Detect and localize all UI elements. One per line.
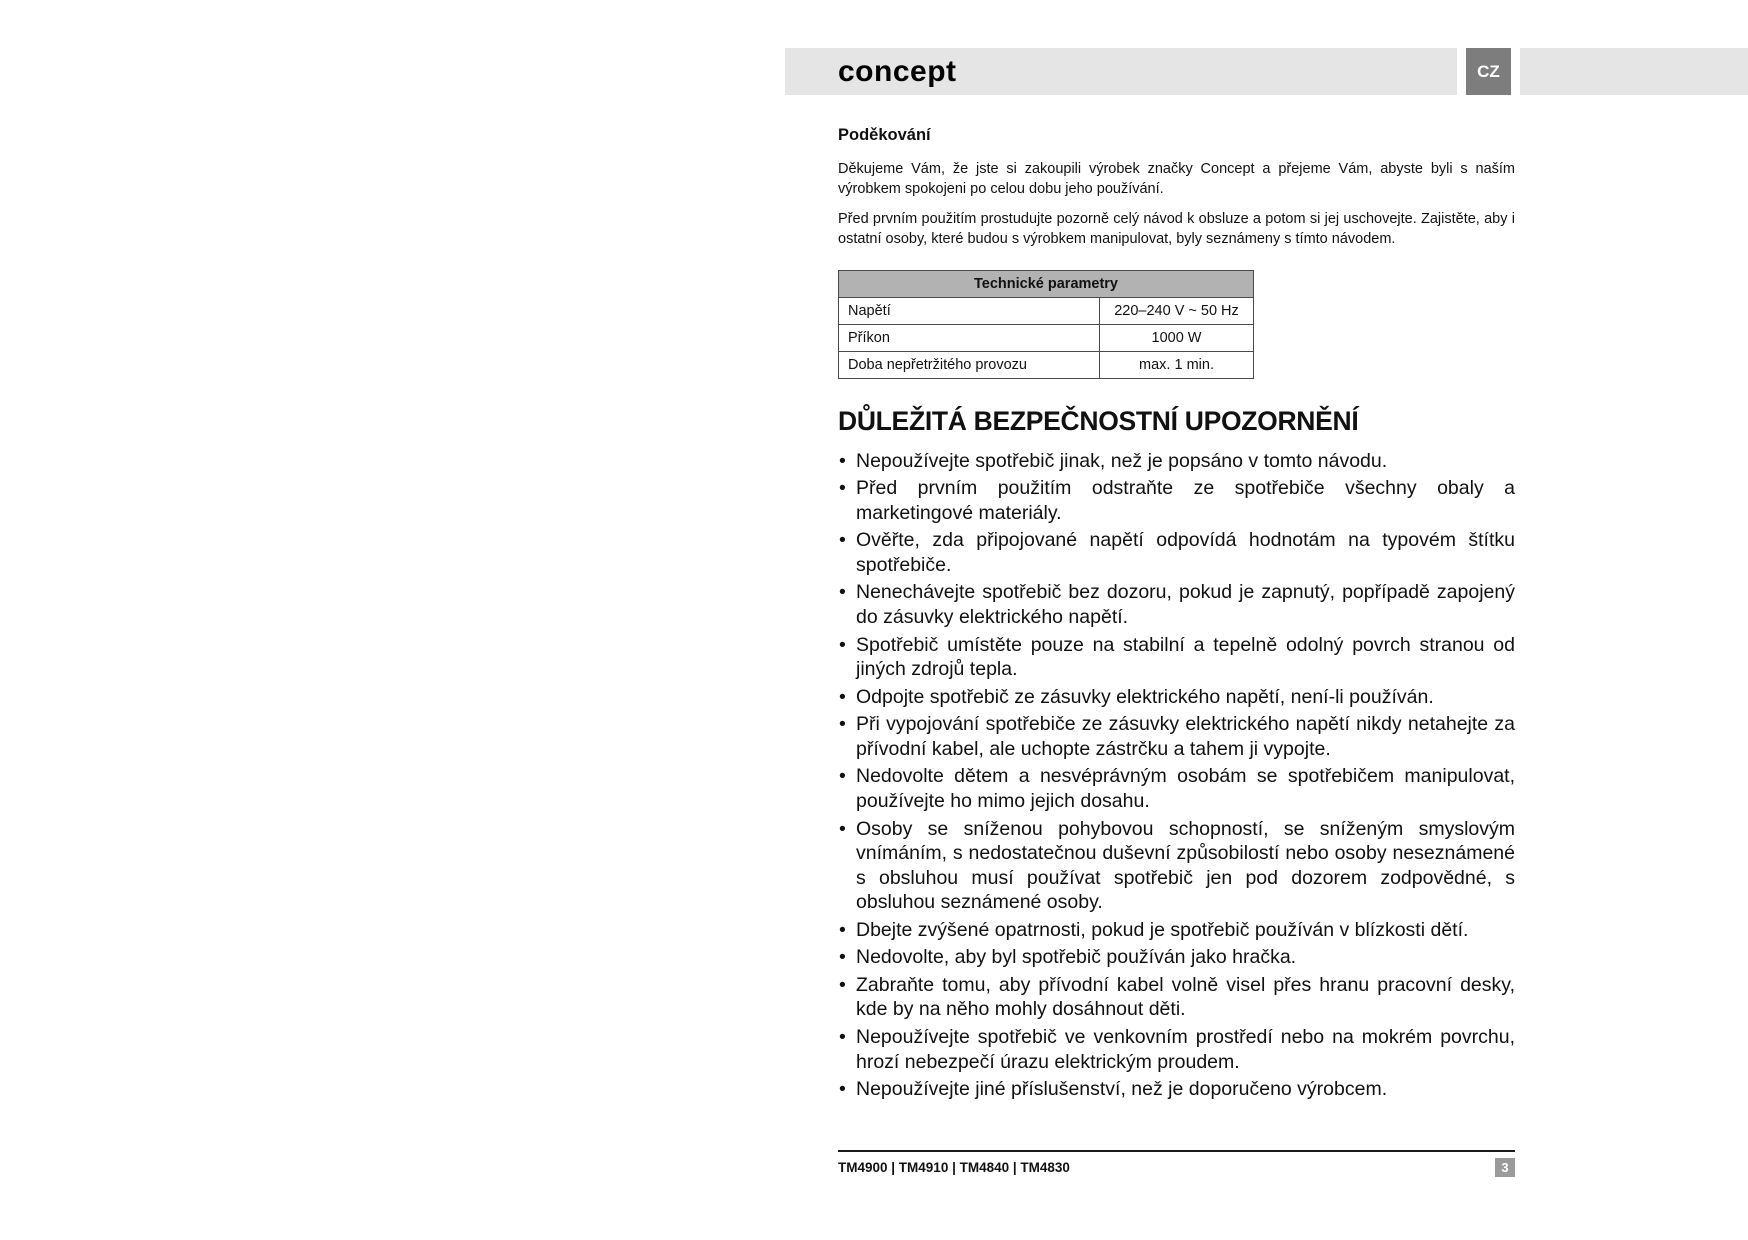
param-label: Příkon	[839, 325, 1100, 352]
safety-item: • Nedovolte dětem a nesvéprávným osobám se spotřebičem manipulovat, používejte ho mimo jejich dosahu.	[838, 764, 1515, 813]
header-gap-left	[1457, 48, 1466, 95]
table-title: Technické parametry	[839, 271, 1254, 298]
thanks-paragraph-1: Děkujeme Vám, že jste si zakoupili výrobek značky Concept a přejeme Vám, abyste byli s naším výrobkem spokojeni po celou dobu jeho používání.	[838, 161, 1515, 198]
thanks-paragraph-2: Před prvním použitím prostudujte pozorně celý návod k obsluze a potom si jej uschovejte. Zajistěte, aby i ostatní osoby, které budou s výrobkem manipulovat, byly seznámeny s tímto návodem.	[838, 210, 1515, 247]
brand-logo: concept	[838, 54, 957, 88]
param-value: 220–240 V ~ 50 Hz	[1100, 298, 1254, 325]
header-bar	[785, 48, 1748, 95]
safety-item: • Ověřte, zda připojované napětí odpovídá hodnotám na typovém štítku spotřebiče.	[838, 528, 1515, 577]
header-bar-main	[785, 48, 1457, 95]
safety-item: • Nepoužívejte spotřebič ve venkovním prostředí nebo na mokrém povrchu, hrozí nebezpečí úrazu elektrickým proudem.	[838, 1025, 1515, 1074]
safety-item: • Při vypojování spotřebiče ze zásuvky elektrického napětí nikdy netahejte za přívodní kabel, ale uchopte zástrčku a tahem ji vypojte.	[838, 712, 1515, 761]
safety-item: • Nenechávejte spotřebič bez dozoru, pokud je zapnutý, popřípadě zapojený do zásuvky elektrického napětí.	[838, 580, 1515, 629]
header-strip	[1520, 48, 1748, 95]
safety-item: • Osoby se sníženou pohybovou schopností, se sníženým smyslovým vnímáním, s nedostatečnou duševní způsobilostí nebo osoby neseznámené s obsluhou musí používat spotřebič jen pod dozorem zodpovědné, s obsluhou seznámené osoby.	[838, 817, 1515, 915]
table-row	[839, 298, 1254, 325]
safety-item: • Nedovolte, aby byl spotřebič používán jako hračka.	[838, 945, 1515, 970]
param-label: Doba nepřetržitého provozu	[839, 352, 1100, 379]
param-value: 1000 W	[1100, 325, 1254, 352]
safety-item: • Dbejte zvýšené opatrnosti, pokud je spotřebič používán v blízkosti dětí.	[838, 918, 1515, 943]
safety-item: • Zabraňte tomu, aby přívodní kabel volně visel přes hranu pracovní desky, kde by na něho mohly dosáhnout děti.	[838, 973, 1515, 1022]
model-numbers: TM4900 | TM4910 | TM4840 | TM4830	[838, 1160, 1070, 1175]
param-label: Napětí	[839, 298, 1100, 325]
table-header-row	[839, 271, 1254, 298]
param-value: max. 1 min.	[1100, 352, 1254, 379]
table-row	[839, 352, 1254, 379]
safety-section-title: DŮLEŽITÁ BEZPEČNOSTNÍ UPOZORNĚNÍ	[838, 406, 1359, 437]
safety-item: • Spotřebič umístěte pouze na stabilní a tepelně odolný povrch stranou od jiných zdrojů tepla.	[838, 633, 1515, 682]
header-gap-right	[1511, 48, 1520, 95]
safety-item: • Odpojte spotřebič ze zásuvky elektrického napětí, není-li používán.	[838, 685, 1515, 710]
safety-item: • Před prvním použitím odstraňte ze spotřebiče všechny obaly a marketingové materiály.	[838, 476, 1515, 525]
table-row	[839, 325, 1254, 352]
technical-parameters-table	[838, 270, 1254, 379]
thanks-title: Poděkování	[838, 126, 931, 144]
page-number: 3	[1495, 1158, 1515, 1177]
safety-item: • Nepoužívejte spotřebič jinak, než je popsáno v tomto návodu.	[838, 449, 1515, 474]
language-badge: CZ	[1466, 48, 1511, 95]
safety-list	[838, 449, 1515, 1102]
page-footer	[838, 1150, 1515, 1177]
content-column	[838, 126, 1515, 1105]
safety-item: • Nepoužívejte jiné příslušenství, než je doporučeno výrobcem.	[838, 1077, 1515, 1102]
